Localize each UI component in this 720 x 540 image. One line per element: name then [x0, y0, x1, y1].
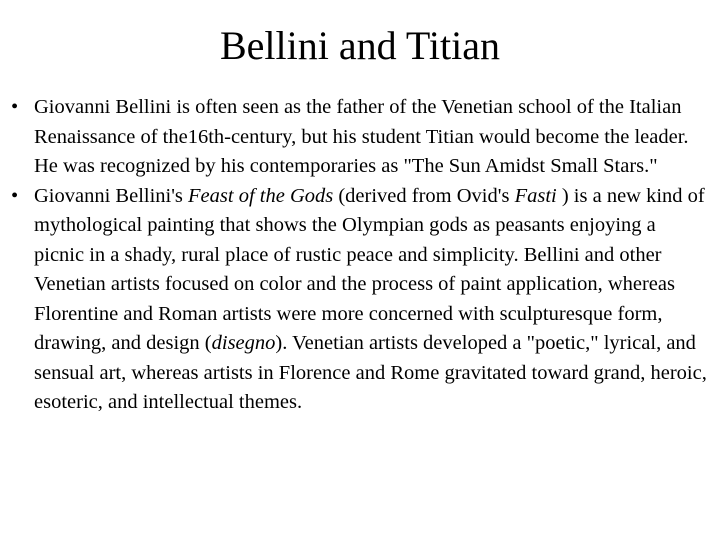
text-segment: Giovanni Bellini is often seen as the father of the Venetian school of the Italian Renaissance of the16th-century, but his student Titian would become the leader. He was recognized by his contemporaries as "The Sun Amidst Small Stars.": [34, 96, 689, 177]
text-segment: Giovanni Bellini's: [34, 184, 189, 207]
bullet-list: [0, 93, 720, 418]
italic-text-segment: Feast of the Gods: [188, 184, 334, 207]
text-segment: ) is a new kind of mythological painting that shows the Olympian gods as peasants enjoying a picnic in a shady, rural place of rustic peace and simplicity. Bellini and other Venetian artists focused on color and the process of paint application, whereas Florentine and Roman artists were more concerned with sculpturesque form, drawing, and design (: [34, 184, 705, 354]
bullet-item-2: [0, 182, 720, 418]
slide-title: Bellini and Titian: [219, 23, 501, 68]
bullet-icon: •: [11, 96, 19, 118]
italic-text-segment: Fasti: [514, 184, 557, 207]
text-segment: (derived from Ovid's: [333, 184, 515, 207]
italic-text-segment: disegno: [211, 332, 276, 354]
bullet-item-1: [0, 93, 720, 182]
text-segment: ). Venetian artists developed a "poetic," lyrical, and sensual art, whereas artists in Florence and Rome gravitated toward grand, heroic, esoteric, and intellectual themes.: [34, 332, 707, 413]
bullet-text: [34, 93, 708, 182]
bullet-icon: •: [11, 184, 19, 207]
bullet-text: [34, 182, 708, 418]
